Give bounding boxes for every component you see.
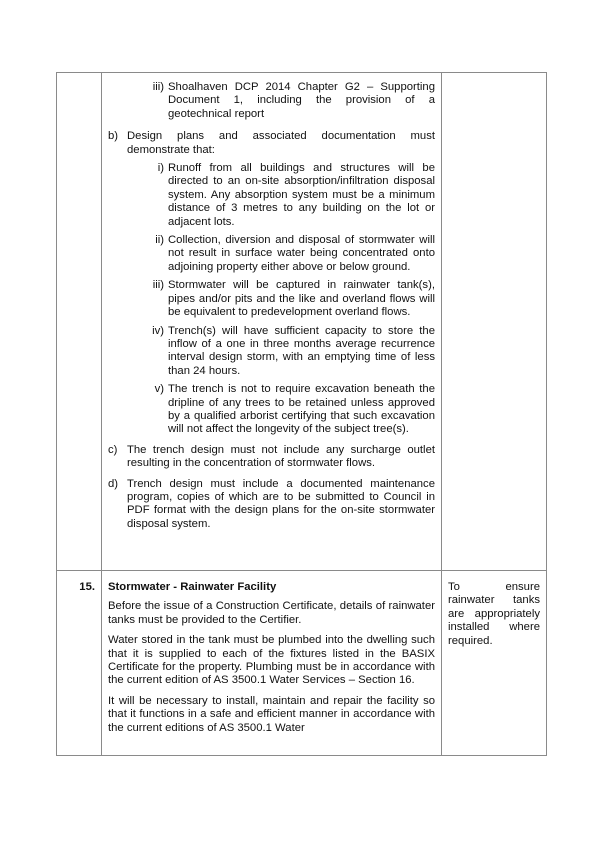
list-marker: b)	[108, 130, 119, 143]
condition-reason: To ensure rainwater tanks are appropriately installed where required.	[442, 571, 547, 756]
list-marker: d)	[108, 477, 119, 490]
paragraph: It will be necessary to install, maintain and repair the facility so that it functions in a safe and efficient manner in accordance with the current editions of AS 3500.1 Water	[108, 694, 435, 734]
list-item-d	[108, 478, 435, 532]
condition-row-15	[57, 571, 547, 756]
list-text: Trench design must include a documented maintenance program, copies of which are to be submitted to Council in PDF format with the design plans for the on-site stormwater disposal system.	[127, 477, 435, 530]
paragraph: Water stored in the tank must be plumbed into the dwelling such that it is supplied to each of the fixtures listed in the BASIX Certificate for the property. Plumbing must be in accordance with the current edition of AS 3500.1 Water Services – Section 16.	[108, 634, 435, 687]
list-text: Design plans and associated documentation must demonstrate that:	[127, 130, 435, 156]
list-text: Collection, diversion and disposal of stormwater will not result in surface water being concentrated onto adjoining property either above or below ground.	[168, 234, 435, 273]
condition-number: 15.	[57, 571, 102, 756]
list-item-c	[108, 444, 435, 471]
list-item	[108, 325, 435, 379]
list-marker: c)	[108, 443, 118, 456]
list-item	[108, 81, 435, 121]
condition-body-cell	[102, 571, 442, 756]
list-item	[108, 234, 435, 274]
list-marker: iii)	[152, 279, 164, 292]
list-text: Shoalhaven DCP 2014 Chapter G2 – Supporting Document 1, including the provision of a geotechnical report	[168, 81, 435, 120]
list-marker: v)	[154, 383, 164, 396]
condition-row-continued	[57, 73, 547, 571]
list-text: The trench design must not include any surcharge outlet resulting in the concentration of stormwater flows.	[127, 443, 435, 470]
list-item	[108, 383, 435, 437]
condition-reason-cell	[442, 73, 547, 571]
list-text: Runoff from all buildings and structures will be directed to an on-site absorption/infiltration disposal system. Any absorption system must be a minimum distance of 3 metres to any building on the lot or adjacent lots.	[168, 162, 435, 228]
conditions-table	[56, 72, 547, 756]
list-text: Trench(s) will have sufficient capacity to store the inflow of a one in three months average recurrence interval design storm, with an emptying time of less than 24 hours.	[168, 324, 435, 377]
list-text: The trench is not to require excavation beneath the dripline of any trees to be retained unless approved by a qualified arborist certifying that such excavation will not affect the longevity of the subject tree(s).	[168, 383, 435, 436]
list-marker: ii)	[155, 234, 164, 247]
list-marker: iii)	[152, 81, 164, 93]
list-marker: iv)	[152, 324, 164, 337]
list-item	[108, 279, 435, 319]
list-item	[108, 162, 435, 229]
paragraph: Before the issue of a Construction Certificate, details of rainwater tanks must be provided to the Certifier.	[108, 600, 435, 626]
list-item-b	[108, 130, 435, 157]
list-text: Stormwater will be captured in rainwater tank(s), pipes and/or pits and the like and overland flows will be equivalent to predevelopment overland flows.	[168, 279, 435, 319]
condition-body-cell	[102, 73, 442, 571]
condition-number-cell	[57, 73, 102, 571]
condition-title: Stormwater - Rainwater Facility	[108, 581, 277, 593]
list-marker: i)	[157, 162, 164, 175]
